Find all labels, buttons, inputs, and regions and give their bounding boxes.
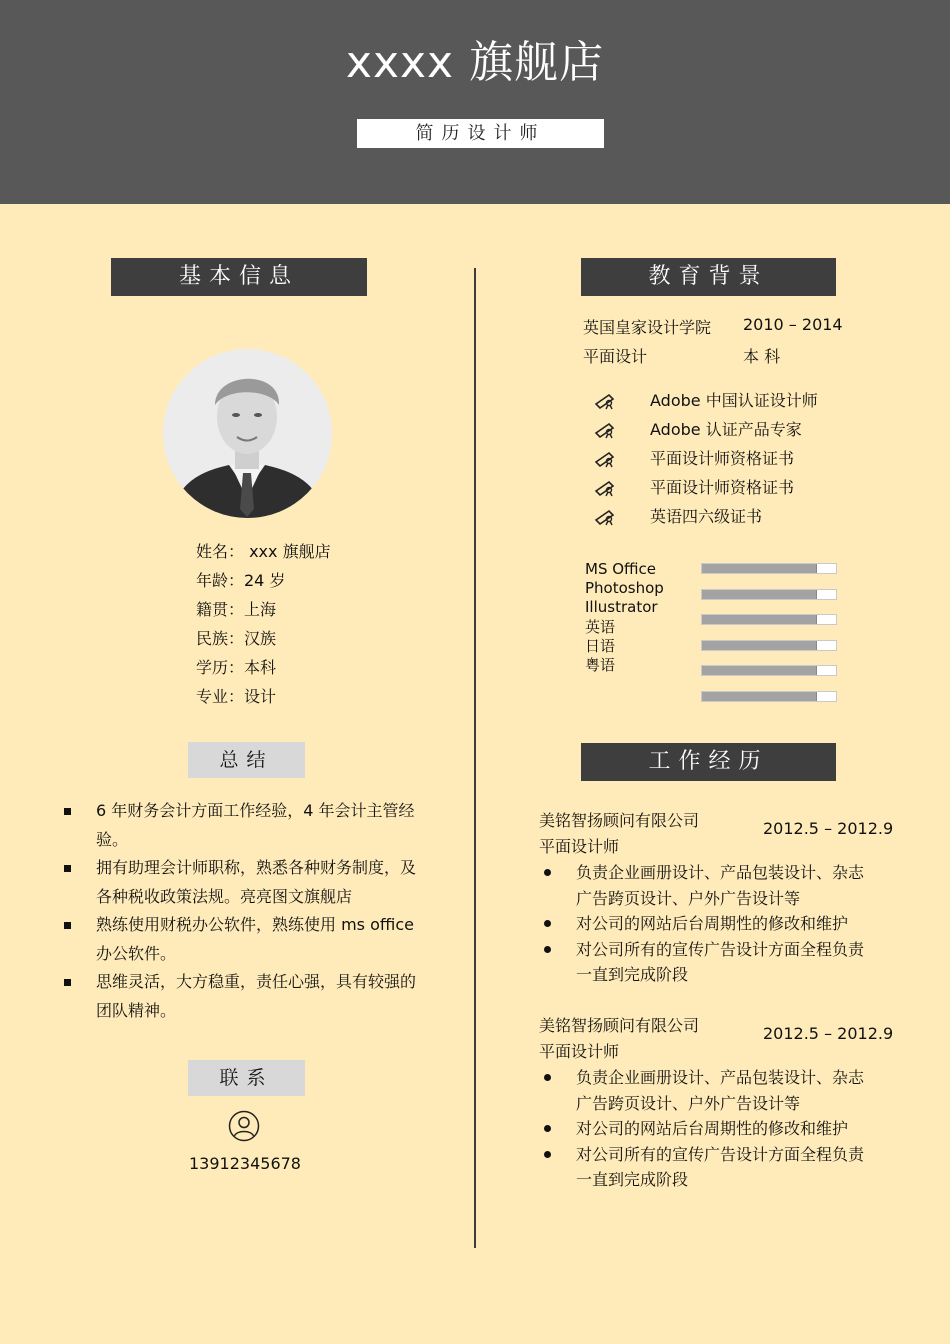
list-item: 对公司的网站后台周期性的修改和维护 bbox=[539, 911, 876, 937]
list-item bbox=[594, 502, 874, 531]
list-item: 负责企业画册设计、产品包装设计、杂志广告跨页设计、户外广告设计等 bbox=[539, 1065, 876, 1116]
skill-bar-fill bbox=[702, 641, 817, 650]
page-title: xxxx 旗舰店 bbox=[345, 37, 605, 88]
job-company: 美铭智扬顾问有限公司 bbox=[539, 1016, 700, 1035]
education-major: 平面设计 bbox=[583, 347, 648, 366]
portrait-photo bbox=[163, 349, 332, 518]
certificate-label: 平面设计师资格证书 bbox=[650, 478, 795, 497]
skill-name: Photoshop bbox=[585, 579, 664, 598]
list-item bbox=[594, 386, 874, 415]
skill-name: 粤语 bbox=[585, 656, 616, 675]
skill-name: 英语 bbox=[585, 617, 616, 636]
certificate-label: Adobe 中国认证设计师 bbox=[650, 391, 818, 410]
list-item: 对公司所有的宣传广告设计方面全程负责一直到完成阶段 bbox=[539, 1142, 876, 1193]
skill-name: Illustrator bbox=[585, 598, 658, 617]
skill-name: MS Office bbox=[585, 560, 657, 578]
page-subtitle: 简历设计师 bbox=[357, 119, 604, 148]
list-item: 思维灵活，大方稳重，责任心强，具有较强的团队精神。 bbox=[60, 968, 430, 1025]
phone-number: 13912345678 bbox=[189, 1154, 301, 1173]
skill-bar bbox=[701, 640, 837, 651]
page-header bbox=[0, 0, 950, 204]
list-item bbox=[594, 473, 874, 502]
summary-list bbox=[60, 797, 430, 1025]
section-heading-education: 教育背景 bbox=[581, 258, 836, 296]
info-ethnicity: 民族：汉族 bbox=[196, 629, 277, 648]
job-title: 平面设计师 bbox=[539, 1042, 620, 1061]
list-item: 对公司的网站后台周期性的修改和维护 bbox=[539, 1116, 876, 1142]
skill-name: 日语 bbox=[585, 636, 616, 655]
education-school: 英国皇家设计学院 bbox=[583, 318, 712, 337]
job-date: 2012.5 – 2012.9 bbox=[763, 1024, 894, 1043]
info-origin: 籍贯：上海 bbox=[196, 600, 277, 619]
column-divider bbox=[474, 268, 476, 1248]
job-duties bbox=[539, 860, 899, 988]
skill-bar-fill bbox=[702, 615, 817, 624]
basic-info bbox=[196, 537, 336, 715]
info-name: 姓名： xxx 旗舰店 bbox=[196, 542, 331, 561]
job-duties bbox=[539, 1065, 899, 1193]
job-date: 2012.5 – 2012.9 bbox=[763, 819, 894, 838]
list-item: 拥有助理会计师职称，熟悉各种财务制度，及各种税收政策法规。亮亮图文旗舰店 bbox=[60, 854, 430, 911]
diploma-scroll-icon bbox=[594, 392, 616, 410]
skill-bar-fill bbox=[702, 692, 817, 701]
section-heading-contact: 联系 bbox=[188, 1060, 305, 1096]
skill-bar bbox=[701, 691, 837, 702]
list-item bbox=[594, 444, 874, 473]
avatar bbox=[163, 349, 332, 518]
skill-bar bbox=[701, 563, 837, 574]
job-entry bbox=[539, 1013, 899, 1193]
skill-bar-fill bbox=[702, 564, 817, 573]
skill-bar bbox=[701, 589, 837, 600]
list-item bbox=[594, 415, 874, 444]
education-degree: 本 科 bbox=[743, 347, 781, 366]
skill-bar bbox=[701, 614, 837, 625]
certificate-label: 英语四六级证书 bbox=[650, 507, 763, 526]
section-heading-basic-info: 基本信息 bbox=[111, 258, 367, 296]
job-title: 平面设计师 bbox=[539, 837, 620, 856]
info-education: 学历：本科 bbox=[196, 658, 277, 677]
info-age: 年龄：24 岁 bbox=[196, 571, 286, 590]
info-partial-line: 专业：设计 bbox=[196, 687, 277, 706]
list-item: 熟练使用财税办公软件，熟练使用 ms office 办公软件。 bbox=[60, 911, 430, 968]
skill-bar bbox=[701, 665, 837, 676]
certificate-label: 平面设计师资格证书 bbox=[650, 449, 795, 468]
list-item: 对公司所有的宣传广告设计方面全程负责一直到完成阶段 bbox=[539, 937, 876, 988]
skill-bar-fill bbox=[702, 666, 817, 675]
job-company: 美铭智扬顾问有限公司 bbox=[539, 811, 700, 830]
education-years: 2010 – 2014 bbox=[743, 315, 843, 334]
section-heading-work: 工作经历 bbox=[581, 743, 836, 781]
list-item: 负责企业画册设计、产品包装设计、杂志广告跨页设计、户外广告设计等 bbox=[539, 860, 876, 911]
skill-bar-fill bbox=[702, 590, 817, 599]
list-item: 6 年财务会计方面工作经验，4 年会计主管经验。 bbox=[60, 797, 430, 854]
certificate-label: Adobe 认证产品专家 bbox=[650, 420, 802, 439]
diploma-scroll-icon bbox=[594, 421, 616, 439]
diploma-scroll-icon bbox=[594, 450, 616, 468]
diploma-scroll-icon bbox=[594, 508, 616, 526]
certificate-list bbox=[594, 386, 874, 531]
job-entry bbox=[539, 808, 899, 988]
diploma-scroll-icon bbox=[594, 479, 616, 497]
section-heading-summary: 总结 bbox=[188, 742, 305, 778]
user-circle-icon bbox=[228, 1110, 260, 1142]
skill-names bbox=[585, 560, 695, 675]
